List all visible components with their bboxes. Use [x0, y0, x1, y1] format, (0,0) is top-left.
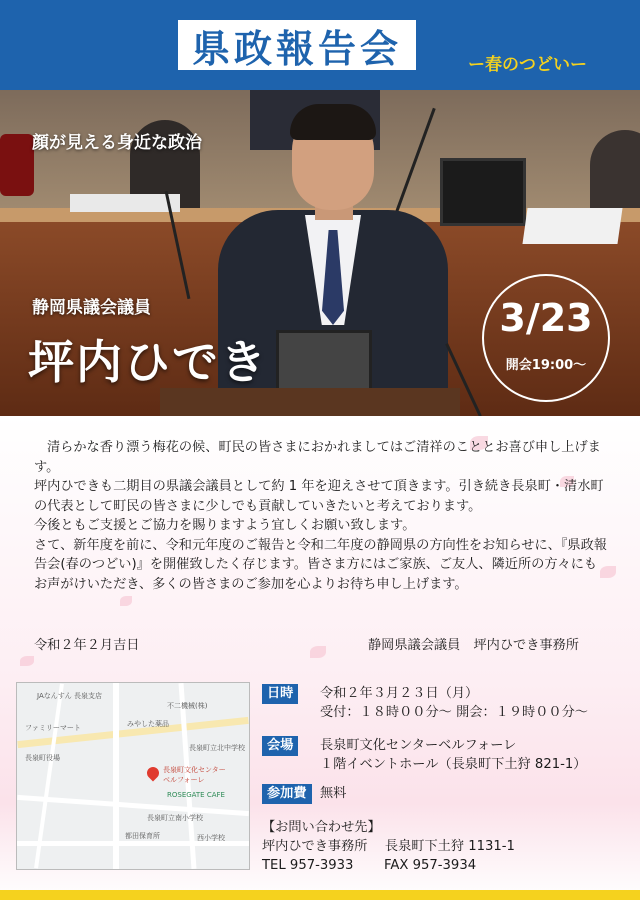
background-person-right	[590, 130, 640, 220]
event-title: 県政報告会	[192, 26, 403, 71]
papers-left	[70, 194, 180, 212]
event-subtitle: ー春のつどいー	[468, 55, 587, 75]
venue-detail: １階イベントホール（長泉町下土狩 821-1）	[320, 757, 587, 772]
fee-badge: 参加費	[262, 784, 312, 804]
hero-photo	[0, 90, 640, 416]
politician-name: 坪内ひでき	[28, 335, 268, 389]
message-sender: 静岡県議会議員 坪内ひでき事務所	[368, 638, 579, 653]
monitor-screen	[440, 158, 526, 226]
contact-heading: 【お問い合わせ先】	[262, 820, 381, 835]
contact-office: 坪内ひでき事務所 長泉町下土狩 1131-1	[262, 839, 515, 854]
map-label: みやした薬品	[127, 720, 169, 728]
lectern	[276, 330, 372, 396]
map-label: 不二機械(株)	[167, 702, 208, 710]
event-date: 3/23	[499, 296, 593, 340]
venue-map	[16, 682, 250, 870]
map-label: 長泉町役場	[25, 754, 60, 762]
petal-decoration	[310, 646, 326, 658]
fee-value: 無料	[320, 786, 347, 801]
title-box	[178, 20, 416, 70]
tagline: 顔が見える身近な政治	[32, 133, 202, 153]
message-paragraph: さて、新年度を前に、令和元年度のご報告と令和二年度の静岡県の方向性をお知らせに、『県政報告会(春のつどい)』を開催致したく存じます。皆さま方にはご家族、ご友人、隣近所の方々にもお声がけいただき、多くの皆さまのご参加を心よりお待ち申し上げます。	[34, 537, 607, 592]
date-circle	[482, 274, 610, 402]
message-paragraph: 清らかな香り漂う梅花の候、町民の皆さまにおかれましてはご清祥のこととお喜び申し上げます。	[34, 440, 601, 475]
venue-badge: 会場	[262, 736, 298, 756]
footer-bar	[0, 890, 640, 900]
venue-pin-icon	[145, 765, 162, 782]
papers-right	[522, 208, 622, 244]
map-label: JAなんすん 長泉支店	[37, 692, 102, 700]
message-paragraph: 坪内ひできも二期目の県議会議員として約 1 年を迎えさせて頂きます。引き続き長泉町・清水町の代表として町民の皆さまに少しでも貢献していきたいと考えております。	[34, 479, 604, 514]
petal-decoration	[120, 596, 132, 606]
contact-phones: TEL 957-3933 FAX 957-3934	[262, 858, 477, 873]
map-label: 長泉町立南小学校	[147, 814, 203, 822]
politician-role: 静岡県議会議員	[32, 298, 151, 318]
map-label: 西小学校	[197, 834, 225, 842]
message-paragraph: 今後ともご支援とご協力を賜りますよう宜しくお願い致します。	[34, 518, 416, 533]
map-label: 長泉町立北中学校	[189, 744, 245, 752]
message-date: 令和２年２月吉日	[34, 638, 140, 653]
contact-block	[262, 818, 515, 875]
header-banner	[0, 0, 640, 90]
map-label: 都田保育所	[125, 832, 160, 840]
map-label: 長泉町文化センター ベルフォーレ	[163, 766, 226, 784]
datetime-detail: 受付：１８時００分～ 開会：１９時００分～	[320, 705, 588, 720]
datetime-value: 令和２年３月２３日（月）	[320, 686, 479, 701]
jar-decoration	[0, 134, 34, 196]
petal-decoration	[20, 656, 34, 666]
podium	[160, 388, 460, 416]
venue-value: 長泉町文化センターベルフォーレ	[320, 738, 517, 753]
event-open-time: 開会19:00～	[505, 358, 587, 373]
datetime-badge: 日時	[262, 684, 298, 704]
map-label: ROSEGATE CAFE	[167, 791, 225, 799]
speaker-hair	[290, 104, 376, 140]
greeting-message	[34, 438, 610, 594]
map-label: ファミリーマート	[25, 724, 81, 732]
